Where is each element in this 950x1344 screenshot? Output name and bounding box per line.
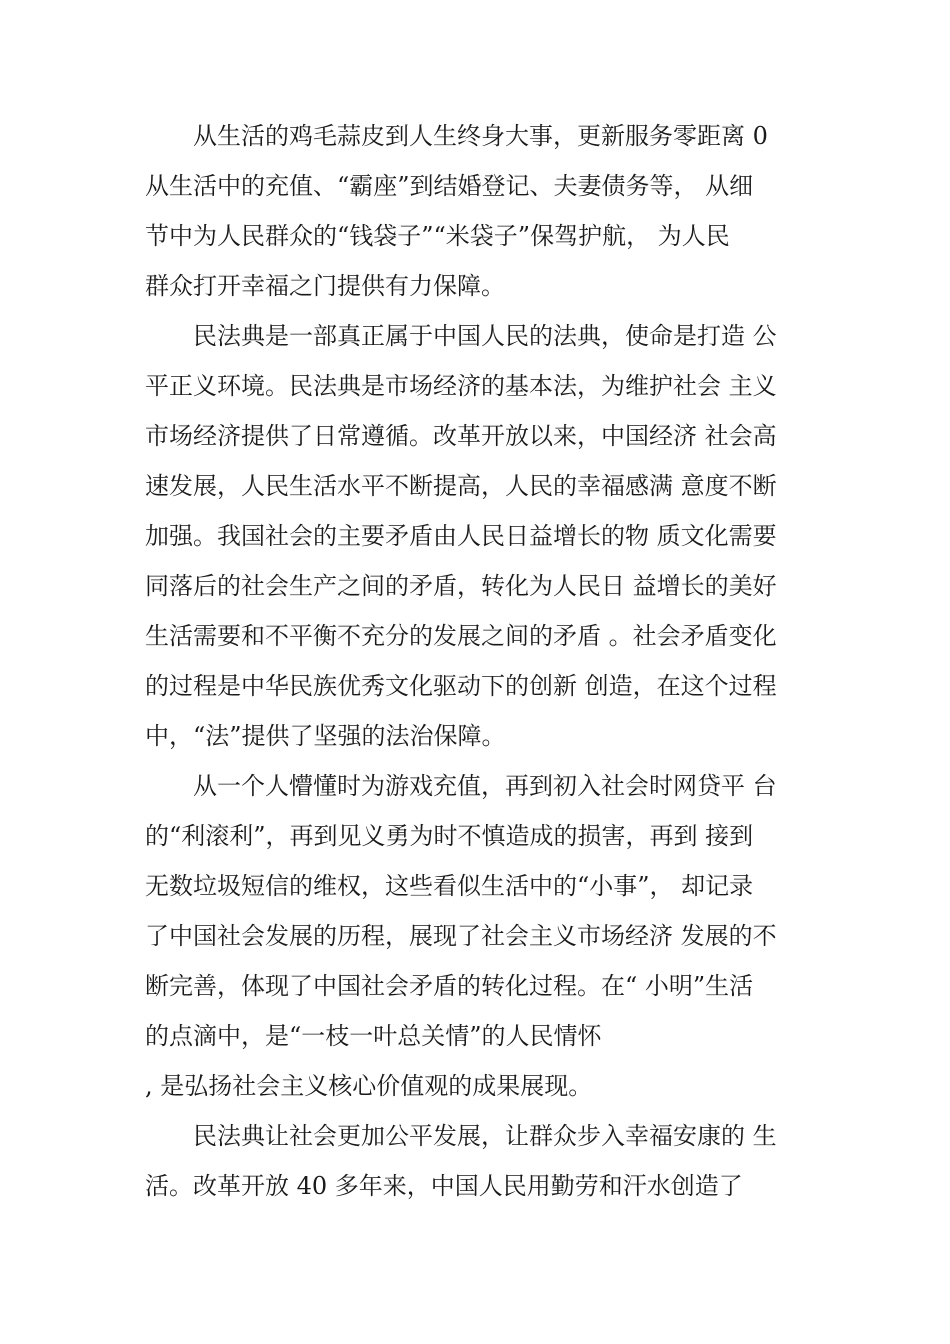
text-line: 平正义环境。民法典是市场经济的基本法，为维护社会 主义 (145, 372, 777, 400)
text-line: 中，“法”提供了坚强的法治保障。 (145, 722, 506, 750)
text-line: 了中国社会发展的历程，展现了社会主义市场经济 发展的不 (145, 922, 777, 950)
text-line: 节中为人民群众的“钱袋子”“米袋子”保驾护航， 为人民 (145, 222, 730, 250)
text-line: 的“利滚利”，再到见义勇为时不慎造成的损害，再到 接到 (145, 822, 754, 850)
text-line: 从生活中的充值、“霸座”到结婚登记、夫妻债务等， 从细 (145, 172, 754, 200)
text-line: 民法典让社会更加公平发展，让群众步入幸福安康的 生 (193, 1122, 777, 1150)
text-line: 无数垃圾短信的维权，这些看似生活中的“小事”， 却记录 (145, 872, 754, 900)
text-line: 群众打开幸福之门提供有力保障。 (145, 272, 505, 300)
text-line: 断完善，体现了中国社会矛盾的转化过程。在“ 小明”生活 (145, 972, 754, 1000)
text-line: 的过程是中华民族优秀文化驱动下的创新 创造，在这个过程 (145, 672, 777, 700)
text-line: 活。改革开放 40 多年来，中国人民用勤劳和汗水创造了 (145, 1172, 743, 1200)
text-line: 同落后的社会生产之间的矛盾，转化为人民日 益增长的美好 (145, 572, 777, 600)
text-line: 的点滴中，是“一枝一叶总关情”的人民情怀 (145, 1022, 602, 1050)
text-line: 速发展，人民生活水平不断提高，人民的幸福感满 意度不断 (145, 472, 777, 500)
text-line: 民法典是一部真正属于中国人民的法典，使命是打造 公 (193, 322, 777, 350)
text-line: 市场经济提供了日常遵循。改革开放以来，中国经济 社会高 (145, 422, 777, 450)
text-line: , 是弘扬社会主义核心价值观的成果展现。 (145, 1072, 593, 1100)
text-line: 从生活的鸡毛蒜皮到人生终身大事，更新服务零距离 0 (193, 122, 768, 150)
text-line: 从一个人懵懂时为游戏充值，再到初入社会时网贷平 台 (193, 772, 777, 800)
text-line: 加强。我国社会的主要矛盾由人民日益增长的物 质文化需要 (145, 522, 777, 550)
text-line: 生活需要和不平衡不充分的发展之间的矛盾 。社会矛盾变化 (145, 622, 777, 650)
